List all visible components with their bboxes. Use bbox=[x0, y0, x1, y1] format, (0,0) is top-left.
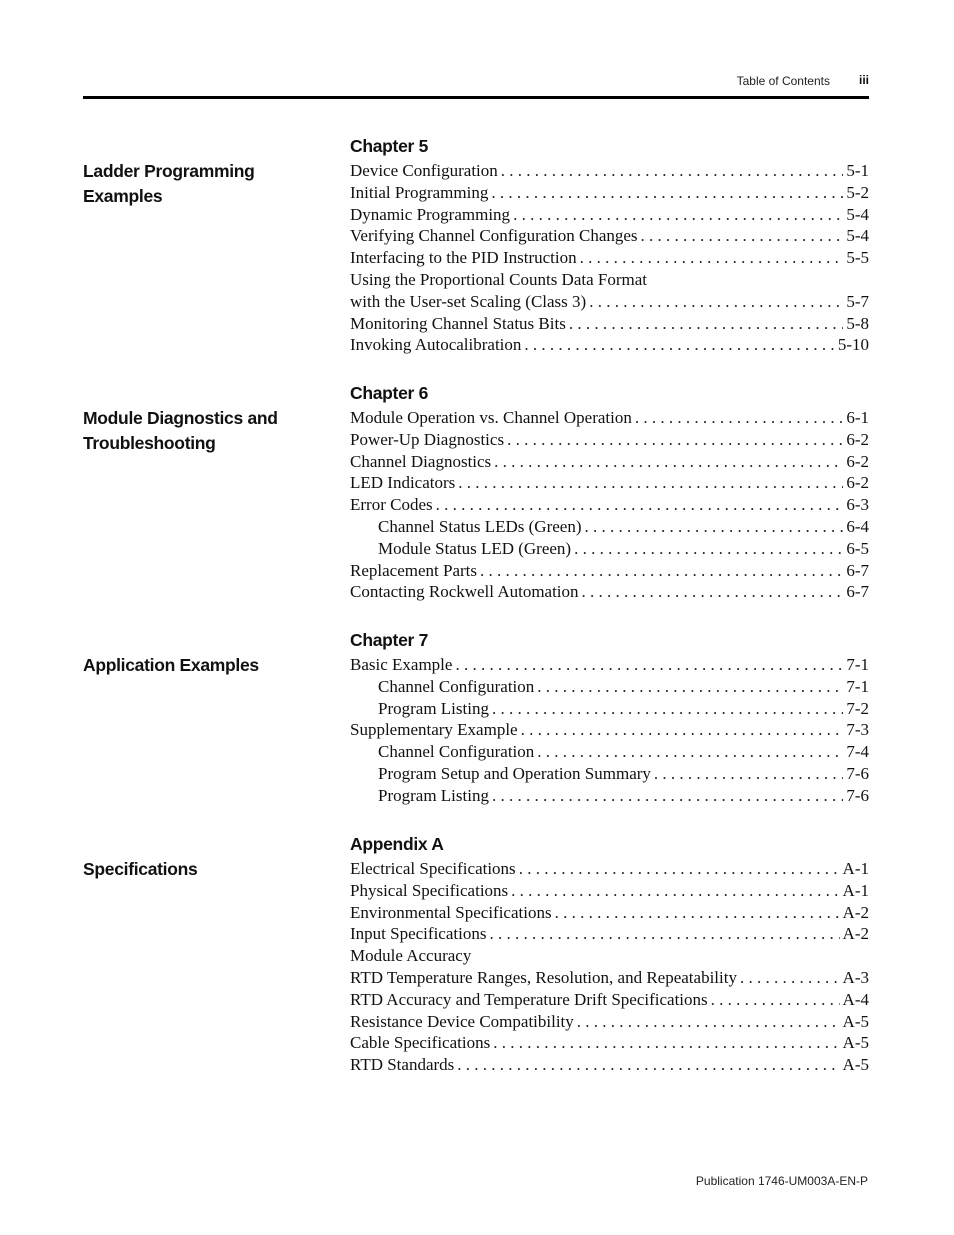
toc-entry-label: Power-Up Diagnostics bbox=[350, 429, 505, 449]
dot-leader bbox=[519, 859, 840, 879]
section-title-line: Module Diagnostics and bbox=[83, 408, 278, 428]
toc-entry[interactable] bbox=[350, 946, 869, 968]
toc-entry-label: Contacting Rockwell Automation bbox=[350, 582, 579, 602]
toc-entry-label: Resistance Device Compatibility bbox=[350, 1011, 574, 1031]
dot-leader bbox=[513, 205, 843, 225]
toc-entry-page: 5-2 bbox=[846, 182, 869, 202]
toc-entry-page: A-1 bbox=[842, 859, 869, 878]
toc-entry[interactable] bbox=[350, 924, 869, 946]
toc-entry-page: A-3 bbox=[842, 967, 869, 987]
dot-leader bbox=[493, 1033, 839, 1053]
toc-entry[interactable] bbox=[350, 292, 869, 314]
dot-leader bbox=[584, 517, 843, 537]
dot-leader bbox=[635, 408, 843, 428]
toc-entry-label: Replacement Parts bbox=[350, 560, 477, 580]
dot-leader bbox=[580, 248, 844, 268]
chapter-label: Chapter 5 bbox=[350, 136, 429, 156]
dot-leader bbox=[569, 314, 844, 334]
toc-entry-page: 7-2 bbox=[846, 698, 869, 718]
toc-entry[interactable] bbox=[350, 1055, 869, 1077]
toc-entry-page: 5-4 bbox=[846, 226, 869, 246]
dot-leader bbox=[501, 161, 844, 181]
dot-leader bbox=[458, 473, 843, 493]
toc-entry[interactable] bbox=[350, 226, 869, 248]
toc-entry[interactable] bbox=[350, 335, 869, 357]
toc-entry[interactable] bbox=[350, 473, 869, 495]
toc-entry-label: Channel Status LEDs (Green) bbox=[378, 516, 582, 536]
toc-entry[interactable] bbox=[350, 270, 869, 292]
toc-entry-label: with the User-set Scaling (Class 3) bbox=[350, 291, 587, 311]
toc-entry-page: 7-1 bbox=[846, 655, 869, 674]
toc-entry[interactable] bbox=[350, 655, 869, 677]
section-title bbox=[83, 653, 333, 678]
section-title-line: Specifications bbox=[83, 859, 198, 879]
publication-footer: Publication 1746-UM003A-EN-P bbox=[695, 1174, 868, 1188]
toc-entry[interactable] bbox=[350, 561, 869, 583]
toc-entry[interactable] bbox=[350, 968, 869, 990]
toc-entry-label: Program Listing bbox=[378, 698, 489, 718]
dot-leader bbox=[740, 968, 840, 988]
toc-entry-page: A-5 bbox=[842, 1033, 869, 1053]
toc-entry-page: 5-5 bbox=[846, 248, 869, 268]
toc-entry-label: Monitoring Channel Status Bits bbox=[350, 313, 566, 333]
toc-entry-label: Device Configuration bbox=[350, 161, 498, 180]
toc-entry-page: 6-4 bbox=[846, 516, 869, 536]
toc-entry-label: Channel Configuration bbox=[378, 742, 535, 762]
toc-entry[interactable] bbox=[350, 539, 869, 561]
dot-leader bbox=[524, 335, 834, 355]
dot-leader bbox=[507, 430, 843, 450]
dot-leader bbox=[654, 764, 843, 784]
dot-leader bbox=[641, 226, 844, 246]
dot-leader bbox=[711, 990, 840, 1010]
toc-entry[interactable] bbox=[350, 452, 869, 474]
toc-entry-label: Environmental Specifications bbox=[350, 902, 552, 922]
toc-entry-label: Invoking Autocalibration bbox=[350, 335, 522, 355]
dot-leader bbox=[492, 699, 843, 719]
dot-leader bbox=[555, 903, 840, 923]
dot-leader bbox=[589, 292, 843, 312]
toc-entry-page: 6-3 bbox=[846, 495, 869, 515]
toc-entry-label: Supplementary Example bbox=[350, 720, 518, 740]
section-title bbox=[83, 159, 333, 209]
toc-entry-label: RTD Accuracy and Temperature Drift Specifications bbox=[350, 989, 708, 1009]
toc-entry[interactable] bbox=[350, 430, 869, 452]
toc-entry-label: Using the Proportional Counts Data Format bbox=[350, 269, 648, 289]
toc-entry-page: 6-2 bbox=[846, 451, 869, 471]
toc-entry-page: A-1 bbox=[842, 880, 869, 900]
dot-leader bbox=[537, 742, 843, 762]
toc-entry-page: 7-6 bbox=[846, 763, 869, 783]
toc-entry-label: Channel Configuration bbox=[378, 676, 535, 696]
toc-entry-page: A-2 bbox=[842, 902, 869, 922]
toc-entry[interactable] bbox=[350, 1012, 869, 1034]
toc-entry-page: 5-4 bbox=[846, 204, 869, 224]
dot-leader bbox=[521, 720, 844, 740]
toc-entry-page: A-5 bbox=[842, 1055, 869, 1075]
toc-entry-label: Program Listing bbox=[378, 785, 489, 805]
chapter-label: Appendix A bbox=[350, 834, 444, 854]
toc-entry-page: 6-5 bbox=[846, 538, 869, 558]
toc-entry-label: Program Setup and Operation Summary bbox=[378, 763, 651, 783]
dot-leader bbox=[480, 561, 843, 581]
toc-entry[interactable] bbox=[350, 248, 869, 270]
toc-entry-page: 7-4 bbox=[846, 742, 869, 762]
toc-entry[interactable] bbox=[350, 1033, 869, 1055]
chapter-label: Chapter 7 bbox=[350, 630, 429, 650]
section-title-line: Ladder Programming Examples bbox=[83, 161, 255, 206]
toc-entry[interactable] bbox=[350, 183, 869, 205]
toc-entry-page: 5-10 bbox=[837, 335, 869, 355]
toc-entry-list bbox=[350, 408, 869, 604]
header-title: Table of Contents bbox=[736, 74, 830, 88]
toc-entry[interactable] bbox=[350, 517, 869, 539]
toc-entry[interactable] bbox=[350, 408, 869, 430]
dot-leader bbox=[455, 655, 843, 675]
dot-leader bbox=[511, 881, 839, 901]
dot-leader bbox=[574, 539, 843, 559]
toc-entry-label: Cable Specifications bbox=[350, 1033, 491, 1053]
dot-leader bbox=[577, 1012, 840, 1032]
dot-leader bbox=[537, 677, 843, 697]
dot-leader bbox=[436, 495, 844, 515]
toc-entry-page: 7-1 bbox=[846, 676, 869, 696]
toc-entry[interactable] bbox=[350, 990, 869, 1012]
toc-entry-page: 6-2 bbox=[846, 429, 869, 449]
toc-entry-label: Input Specifications bbox=[350, 924, 487, 944]
toc-entry-label: Verifying Channel Configuration Changes bbox=[350, 226, 638, 246]
toc-entry-list bbox=[350, 655, 869, 808]
toc-entry-label: RTD Standards bbox=[350, 1055, 455, 1075]
toc-entry[interactable] bbox=[350, 859, 869, 881]
dot-leader bbox=[457, 1055, 839, 1075]
dot-leader bbox=[582, 582, 844, 602]
header-page-number: iii bbox=[858, 73, 869, 87]
toc-entry-page: A-5 bbox=[842, 1011, 869, 1031]
toc-entry[interactable] bbox=[350, 161, 869, 183]
toc-entry[interactable] bbox=[350, 205, 869, 227]
toc-entry-label: Module Status LED (Green) bbox=[378, 538, 572, 558]
toc-entry-page: 7-3 bbox=[846, 720, 869, 740]
toc-entry[interactable] bbox=[350, 314, 869, 336]
toc-entry-label: Electrical Specifications bbox=[350, 859, 516, 878]
dot-leader bbox=[494, 452, 843, 472]
toc-entry[interactable] bbox=[350, 677, 869, 699]
toc-entry-page: 6-2 bbox=[846, 473, 869, 493]
toc-entry[interactable] bbox=[350, 742, 869, 764]
toc-entry[interactable] bbox=[350, 495, 869, 517]
toc-entry-label: Physical Specifications bbox=[350, 880, 509, 900]
toc-entry[interactable] bbox=[350, 720, 869, 742]
toc-entry-label: RTD Temperature Ranges, Resolution, and Repeatability bbox=[350, 967, 737, 987]
toc-entry-page: A-2 bbox=[842, 924, 869, 944]
dot-leader bbox=[489, 924, 839, 944]
toc-entry-label: Module Operation vs. Channel Operation bbox=[350, 408, 632, 427]
toc-entry[interactable] bbox=[350, 582, 869, 604]
toc-entry-list bbox=[350, 161, 869, 357]
toc-entry-list bbox=[350, 859, 869, 1077]
section-title-line: Application Examples bbox=[83, 655, 259, 675]
toc-entry-label: LED Indicators bbox=[350, 473, 456, 493]
toc-entry[interactable] bbox=[350, 903, 869, 925]
toc-entry-page: 6-1 bbox=[846, 408, 869, 427]
chapter-label: Chapter 6 bbox=[350, 383, 429, 403]
toc-entry[interactable] bbox=[350, 699, 869, 721]
toc-entry-label: Basic Example bbox=[350, 655, 453, 674]
toc-entry-page: 6-7 bbox=[846, 582, 869, 602]
section-title-line: Troubleshooting bbox=[83, 433, 216, 453]
toc-entry[interactable] bbox=[350, 764, 869, 786]
toc-entry-label: Interfacing to the PID Instruction bbox=[350, 248, 577, 268]
header-rule bbox=[83, 96, 869, 99]
toc-entry-page: 6-7 bbox=[846, 560, 869, 580]
dot-leader bbox=[492, 786, 843, 806]
toc-entry-page: 5-8 bbox=[846, 313, 869, 333]
toc-entry-page: 7-6 bbox=[846, 785, 869, 805]
section-title bbox=[83, 857, 333, 882]
toc-entry-page: 5-1 bbox=[846, 161, 869, 180]
toc-entry-label: Channel Diagnostics bbox=[350, 451, 492, 471]
toc-entry-label: Dynamic Programming bbox=[350, 204, 511, 224]
toc-entry-page: 5-7 bbox=[846, 291, 869, 311]
toc-entry[interactable] bbox=[350, 786, 869, 808]
toc-entry-label: Initial Programming bbox=[350, 182, 489, 202]
dot-leader bbox=[491, 183, 843, 203]
toc-entry[interactable] bbox=[350, 881, 869, 903]
toc-entry-label: Module Accuracy bbox=[350, 946, 472, 966]
toc-entry-page: A-4 bbox=[842, 989, 869, 1009]
section-title bbox=[83, 406, 333, 456]
toc-entry-label: Error Codes bbox=[350, 495, 433, 515]
